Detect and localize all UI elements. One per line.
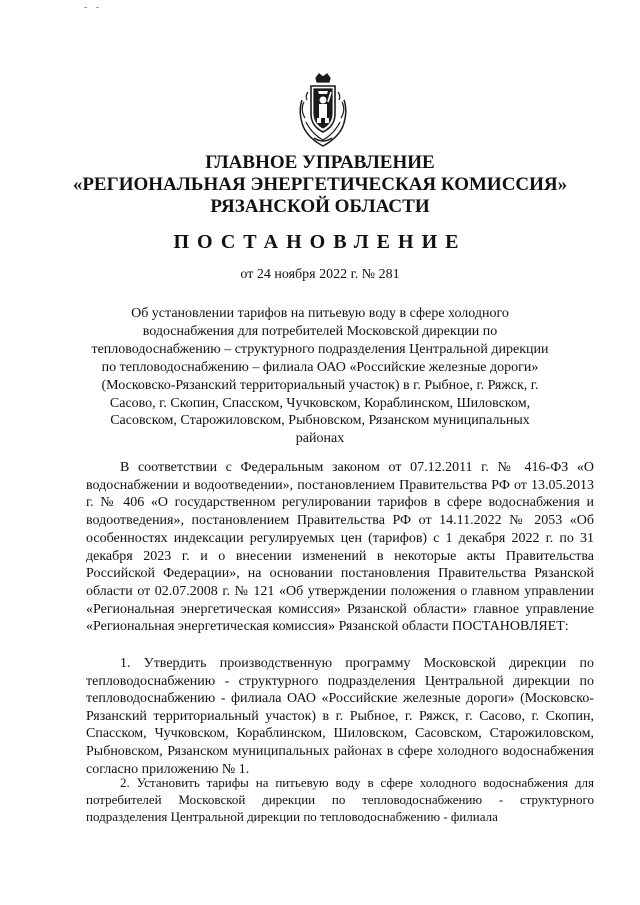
clause-1: 1. Утвердить производственную программу Московской дирекции по тепловодоснабжению - структурного подразделения Центральной дирекции по тепловодоснабжению - филиала ОАО «Российские железные дороги» (Московско-Рязанский территориальный участок) в г. Рыбное, г. Ряжск, г. Сасово, г. Скопин, Спасском, Чучковском, Кораблинском, Шиловском, Сасовском, Старожиловском, Рыбновском, Рязанском муниципальных районах в сфере холодного водоснабжения согласно приложению № 1. xyxy=(86,656,594,777)
scan-mark: - - xyxy=(84,2,103,13)
document-subject: Об установлении тарифов на питьевую воду в сфере холодного водоснабжения для потребителей Московской дирекции по тепловодоснабжению – структурного подразделения Центральной дирекции по тепловодоснабжению – филиала ОАО «Российские железные дороги» (Московско-Рязанский территориальный участок) в г. Рыбное, г. Ряжск, г. Сасово, г. Скопин, Спасском, Чучковском, Кораблинском, Шиловском, Сасовском, Старожиловском, Рыбновском, Рязанском муниципальных районах xyxy=(91,306,549,447)
authority-line-2: «РЕГИОНАЛЬНАЯ ЭНЕРГЕТИЧЕСКАЯ КОМИССИЯ» xyxy=(72,174,568,195)
document-date-number: от 24 ноября 2022 г. № 281 xyxy=(240,267,400,282)
document-type-title: ПОСТАНОВЛЕНИЕ xyxy=(173,231,467,253)
authority-line-3: РЯЗАНСКОЙ ОБЛАСТИ xyxy=(210,196,430,217)
authority-line-1: ГЛАВНОЕ УПРАВЛЕНИЕ xyxy=(205,152,435,173)
coat-of-arms-icon xyxy=(294,72,352,150)
clause-2: 2. Установить тарифы на питьевую воду в сфере холодного водоснабжения для потребителей Московской дирекции по тепловодоснабжению - структурного подразделения Центральной дирекции по тепловодоснабжению - филиала xyxy=(86,775,594,824)
preamble-paragraph: В соответствии с Федеральным законом от 07.12.2011 г. № 416-ФЗ «О водоснабжении и водоотведении», постановлением Правительства РФ от 13.05.2013 г. № 406 «О государственном регулировании тарифов в сфере водоснабжения и водоотведения», постановлением Правительства РФ от 14.11.2022 № 2053 «Об особенностях индексации регулируемых цен (тарифов) с 1 декабря 2022 г. по 31 декабря 2023 г. и о внесении изменений в некоторые акты Правительства Российской Федерации», на основании постановления Правительства Рязанской области от 02.07.2008 г. № 121 «Об утверждении положения о главном управлении «Региональная энергетическая комиссия» Рязанской области» главное управление «Региональная энергетическая комиссия» Рязанской области ПОСТАНОВЛЯЕТ: xyxy=(86,460,594,635)
issuing-authority xyxy=(60,152,580,218)
